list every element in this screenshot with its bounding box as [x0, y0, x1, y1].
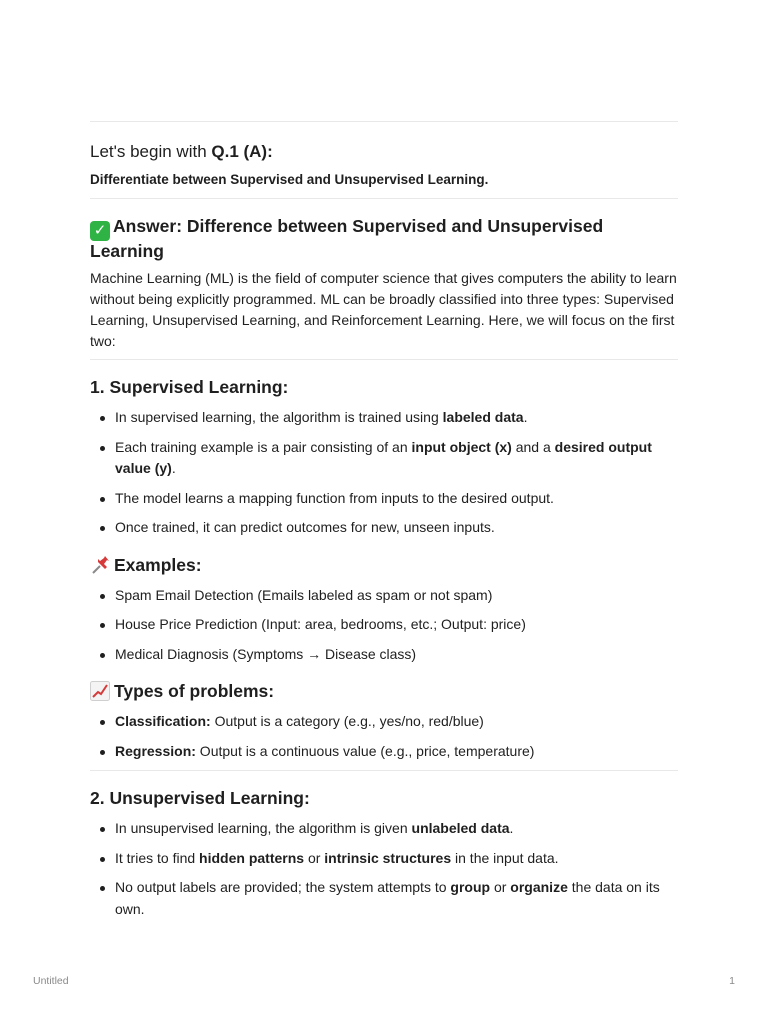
- list-item: Regression: Output is a continuous value (e.g., price, temperature): [115, 741, 678, 763]
- footer-document-title: Untitled: [33, 975, 69, 987]
- divider: [90, 359, 678, 360]
- unsupervised-points: [90, 818, 678, 920]
- list-item: It tries to find hidden patterns or intrinsic structures in the input data.: [115, 848, 678, 870]
- answer-heading-text: Answer: Difference between Supervised and Unsupervised Learning: [90, 216, 604, 261]
- types-heading-text: Types of problems:: [114, 681, 275, 701]
- list-item: The model learns a mapping function from inputs to the desired output.: [115, 488, 678, 510]
- pushpin-icon: [90, 555, 112, 575]
- list-item: Classification: Output is a category (e.g., yes/no, red/blue): [115, 711, 678, 733]
- list-item: Once trained, it can predict outcomes for new, unseen inputs.: [115, 517, 678, 539]
- examples-heading: [90, 554, 678, 576]
- supervised-heading: 1. Supervised Learning:: [90, 377, 289, 397]
- question-number: Q.1 (A):: [211, 142, 273, 161]
- examples-list: [90, 585, 678, 666]
- list-item: No output labels are provided; the system attempts to group or organize the data on its own.: [115, 877, 678, 920]
- footer-page-number: 1: [729, 975, 735, 987]
- answer-intro: Machine Learning (ML) is the field of computer science that gives computers the ability to learn without being explicitly programmed. ML can be broadly classified into three types: Supervised Learning, Unsupervised Learning, and Reinforcement Learning. Here, we will focus on the first two:: [90, 270, 677, 349]
- types-list: [90, 711, 678, 762]
- question-title-prefix: Let's begin with: [90, 142, 212, 161]
- question-title: [90, 141, 678, 163]
- examples-heading-text: Examples:: [114, 554, 202, 575]
- list-item: House Price Prediction (Input: area, bedrooms, etc.; Output: price): [115, 614, 678, 636]
- supervised-points: [90, 407, 678, 539]
- answer-heading: [90, 216, 678, 262]
- list-item: Each training example is a pair consisting of an input object (x) and a desired output value (y).: [115, 437, 678, 480]
- list-item: In unsupervised learning, the algorithm is given unlabeled data.: [115, 818, 678, 840]
- list-item: Spam Email Detection (Emails labeled as spam or not spam): [115, 585, 678, 607]
- divider: [90, 770, 678, 771]
- unsupervised-heading: 2. Unsupervised Learning:: [90, 788, 310, 808]
- document-page: [90, 121, 678, 928]
- types-heading: [90, 680, 678, 702]
- list-item: Medical Diagnosis (Symptoms → Disease class): [115, 644, 678, 666]
- list-item: In supervised learning, the algorithm is trained using labeled data.: [115, 407, 678, 429]
- check-mark-icon: ✓: [90, 221, 110, 241]
- divider: [90, 121, 678, 122]
- divider: [90, 198, 678, 199]
- question-subtitle: Differentiate between Supervised and Unsupervised Learning.: [90, 172, 489, 187]
- chart-increasing-icon: [90, 681, 110, 701]
